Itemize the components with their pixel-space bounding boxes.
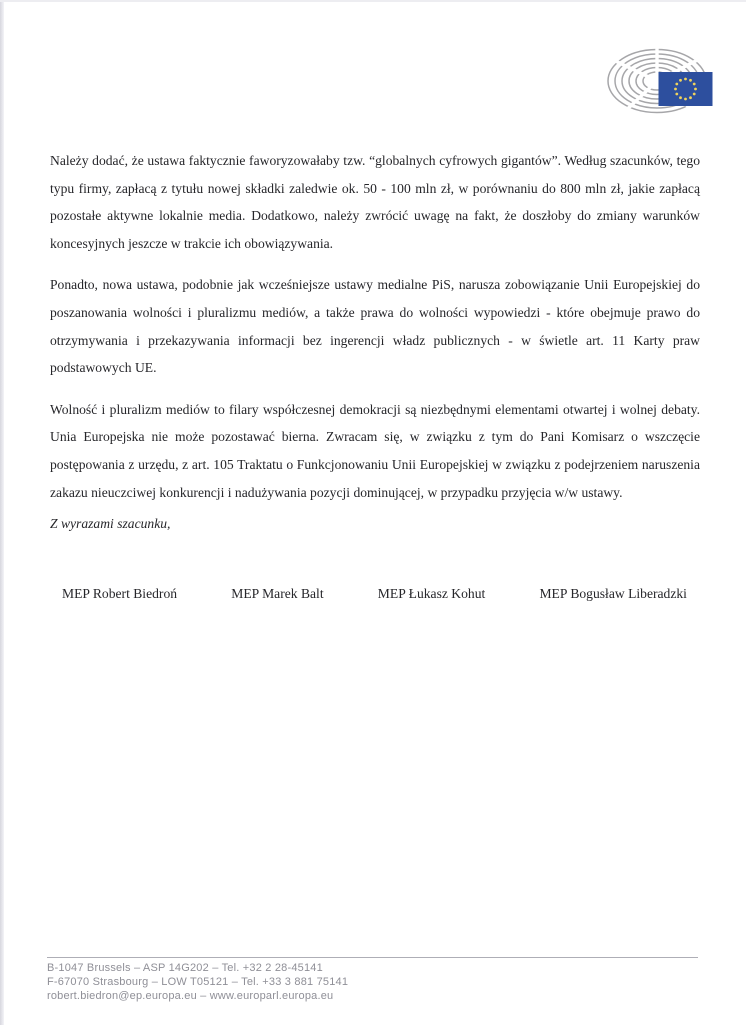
paragraph-2: Ponadto, nowa ustawa, podobnie jak wcześniejsze ustawy medialne PiS, narusza zobowiązanie Unii Europejskiej do poszanowania wolności i pluralizmu mediów, a także prawa do wolności wypowiedzi - które obejmuje prawo do otrzymywania i przekazywania informacji bez ingerencji władz publicznych - w świetle art. 11 Karty praw podstawowych UE.: [50, 277, 700, 376]
footer-email-website: robert.biedron@ep.europa.eu – www.europarl.europa.eu: [47, 989, 334, 1002]
footer-strasbourg-address: F-67070 Strasbourg – LOW T05121 – Tel. +33 3 881 75141: [47, 975, 349, 988]
letter-body: [50, 147, 700, 607]
paragraph-3: Wolność i pluralizm mediów to filary współczesnej demokracji są niezbędnymi elementami otwartej i wolnej debaty. Unia Europejska nie może pozostawać bierna. Zwracam się, w związku z tym do Pani Komisarz o wszczęcie postępowania z urzędu, z art. 105 Traktatu o Funkcjonowaniu Unii Europejskiej w związku z podejrzeniem naruszenia zakazu nieuczciwej konkurencji i nadużywania pozycji dominującej, w przypadku przyjęcia w/w ustawy.: [50, 401, 700, 500]
page-top-edge: [0, 0, 746, 2]
closing-salutation: Z wyrazami szacunku,: [50, 516, 171, 532]
signature-boguslaw-liberadzki: MEP Bogusław Liberadzki: [539, 585, 687, 601]
signature-lukasz-kohut: MEP Łukasz Kohut: [377, 585, 486, 601]
signature-marek-balt: MEP Marek Balt: [231, 585, 324, 601]
letterhead-footer: [47, 957, 698, 1003]
european-parliament-logo: [607, 45, 713, 117]
paragraph-1: Należy dodać, że ustawa faktycznie faworyzowałaby tzw. “globalnych cyfrowych gigantów”. Według szacunków, tego typu firmy, zapłacą z tytułu nowej składki zaledwie ok. 50 - 100 mln zł, w porównaniu do 800 mln zł, jakie zapłacą pozostałe aktywne lokalnie media. Dodatkowo, należy zwrócić uwagę na fakt, że doszłoby do zmiany warunków koncesyjnych jeszcze w trakcie ich obowiązywania.: [50, 153, 700, 251]
page-left-edge: [0, 0, 4, 1025]
footer-brussels-address: B-1047 Brussels – ASP 14G202 – Tel. +32 2 28-45141: [47, 962, 323, 974]
hemicycle-icon: [607, 45, 713, 117]
signature-robert-biedron: MEP Robert Biedroń: [62, 585, 178, 601]
eu-flag-icon: [659, 72, 713, 106]
signature-row: [50, 580, 700, 608]
